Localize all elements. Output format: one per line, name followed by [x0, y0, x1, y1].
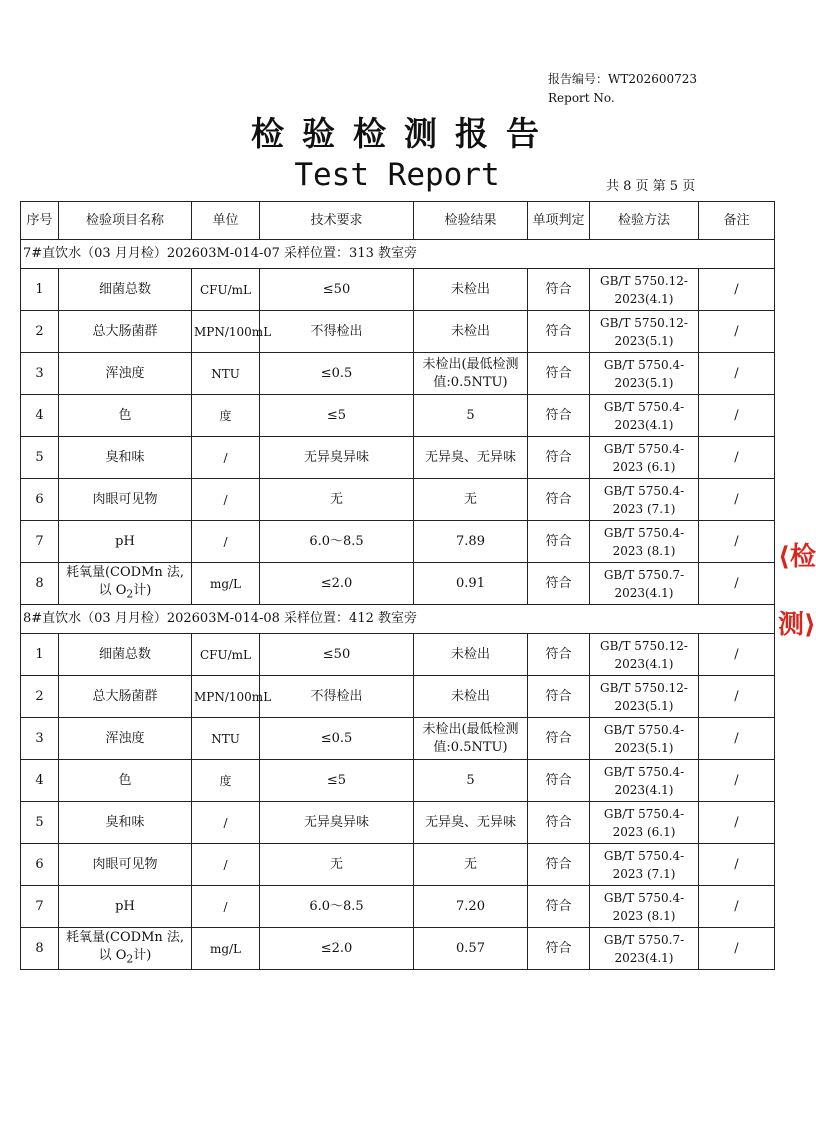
unit: /	[192, 437, 260, 479]
item-name-line2-end: 计)	[133, 947, 152, 963]
test-method-line2: 2023 (8.1)	[612, 908, 676, 923]
test-method	[590, 844, 699, 886]
remark: /	[699, 353, 775, 395]
subscript: 2	[126, 952, 134, 966]
col-header: 检验结果	[414, 202, 528, 240]
test-method	[590, 269, 699, 311]
col-header: 备注	[699, 202, 775, 240]
judgement: 符合	[528, 844, 590, 886]
table-row	[21, 437, 775, 479]
row-number: 5	[21, 437, 59, 479]
item-name	[59, 563, 192, 605]
remark: /	[699, 563, 775, 605]
test-result: 无	[414, 844, 528, 886]
item-name-line1: 耗氧量(CODMn 法,	[65, 929, 185, 945]
test-method	[590, 928, 699, 970]
test-method-line2: 2023(5.1)	[614, 333, 674, 348]
test-method-line1: GB/T 5750.4-	[603, 848, 685, 863]
report-title-en: Test Report	[294, 157, 500, 193]
row-number: 4	[21, 760, 59, 802]
sample-group-row	[21, 240, 775, 269]
unit: 度	[192, 395, 260, 437]
test-result: 5	[414, 395, 528, 437]
test-method	[590, 479, 699, 521]
test-method	[590, 760, 699, 802]
test-method-line2: 2023(5.1)	[614, 375, 674, 390]
unit: MPN/100mL	[192, 311, 260, 353]
test-method-line1: GB/T 5750.4-	[603, 441, 685, 456]
test-method-line1: GB/T 5750.4-	[603, 525, 685, 540]
test-method-line2: 2023 (6.1)	[612, 824, 676, 839]
row-number: 1	[21, 634, 59, 676]
table-row	[21, 676, 775, 718]
test-method-line1: GB/T 5750.4-	[603, 890, 685, 905]
test-method-line2: 2023(4.1)	[614, 950, 674, 965]
judgement: 符合	[528, 718, 590, 760]
table-row	[21, 760, 775, 802]
item-name: 臭和味	[59, 802, 192, 844]
test-method	[590, 521, 699, 563]
item-name: 肉眼可见物	[59, 844, 192, 886]
table-row	[21, 928, 775, 970]
col-header: 序号	[21, 202, 59, 240]
sample-group-title: 8#直饮水（03 月月检）202603M-014-08 采样位置：412 教室旁	[21, 605, 775, 634]
table-row	[21, 311, 775, 353]
test-result: 0.57	[414, 928, 528, 970]
row-number: 8	[21, 928, 59, 970]
judgement: 符合	[528, 479, 590, 521]
table-row	[21, 634, 775, 676]
technical-requirement: 无	[260, 844, 414, 886]
judgement: 符合	[528, 676, 590, 718]
remark: /	[699, 269, 775, 311]
col-header: 检验方法	[590, 202, 699, 240]
results-table	[20, 201, 775, 970]
table-row	[21, 269, 775, 311]
judgement: 符合	[528, 353, 590, 395]
test-method-line1: GB/T 5750.4-	[603, 722, 685, 737]
test-method-line2: 2023(5.1)	[614, 740, 674, 755]
unit: NTU	[192, 353, 260, 395]
item-name: 臭和味	[59, 437, 192, 479]
item-name: pH	[59, 521, 192, 563]
remark: /	[699, 718, 775, 760]
row-number: 3	[21, 718, 59, 760]
technical-requirement: 6.0～8.5	[260, 521, 414, 563]
table-row	[21, 563, 775, 605]
unit: 度	[192, 760, 260, 802]
table-row	[21, 353, 775, 395]
item-name: 细菌总数	[59, 634, 192, 676]
item-name: 色	[59, 395, 192, 437]
test-result: 无异臭、无异味	[414, 802, 528, 844]
item-name: pH	[59, 886, 192, 928]
test-method-line2: 2023 (7.1)	[612, 501, 676, 516]
remark: /	[699, 521, 775, 563]
test-method-line1: GB/T 5750.4-	[603, 357, 685, 372]
judgement: 符合	[528, 521, 590, 563]
test-method	[590, 718, 699, 760]
test-result: 7.20	[414, 886, 528, 928]
test-method-line1: GB/T 5750.4-	[603, 399, 685, 414]
test-method	[590, 563, 699, 605]
test-method-line1: GB/T 5750.12-	[600, 680, 688, 695]
test-method-line2: 2023(4.1)	[614, 585, 674, 600]
test-method-line1: GB/T 5750.4-	[603, 483, 685, 498]
row-number: 3	[21, 353, 59, 395]
technical-requirement: ≤50	[260, 269, 414, 311]
unit: NTU	[192, 718, 260, 760]
remark: /	[699, 928, 775, 970]
remark: /	[699, 844, 775, 886]
test-method	[590, 311, 699, 353]
test-method	[590, 676, 699, 718]
col-header: 单项判定	[528, 202, 590, 240]
test-result: 未检出(最低检测值:0.5NTU)	[414, 353, 528, 395]
remark: /	[699, 634, 775, 676]
report-number-value: WT202600723	[608, 72, 698, 86]
test-method-line2: 2023 (8.1)	[612, 543, 676, 558]
remark: /	[699, 437, 775, 479]
row-number: 7	[21, 886, 59, 928]
row-number: 5	[21, 802, 59, 844]
test-result: 5	[414, 760, 528, 802]
technical-requirement: 6.0～8.5	[260, 886, 414, 928]
report-number-en-label: Report No.	[548, 91, 615, 105]
table-row	[21, 802, 775, 844]
test-method-line2: 2023(4.1)	[614, 417, 674, 432]
technical-requirement: ≤0.5	[260, 718, 414, 760]
row-number: 4	[21, 395, 59, 437]
item-name: 细菌总数	[59, 269, 192, 311]
col-header: 检验项目名称	[59, 202, 192, 240]
table-row	[21, 886, 775, 928]
row-number: 6	[21, 844, 59, 886]
row-number: 2	[21, 676, 59, 718]
item-name	[59, 928, 192, 970]
judgement: 符合	[528, 634, 590, 676]
judgement: 符合	[528, 395, 590, 437]
judgement: 符合	[528, 311, 590, 353]
unit: CFU/mL	[192, 269, 260, 311]
page-indicator: 共 8 页 第 5 页	[606, 179, 696, 194]
unit: mg/L	[192, 928, 260, 970]
remark: /	[699, 395, 775, 437]
test-result: 未检出	[414, 634, 528, 676]
test-result: 无	[414, 479, 528, 521]
remark: /	[699, 760, 775, 802]
item-name: 浑浊度	[59, 353, 192, 395]
col-header: 技术要求	[260, 202, 414, 240]
item-name: 浑浊度	[59, 718, 192, 760]
item-name: 色	[59, 760, 192, 802]
technical-requirement: 无异臭异味	[260, 437, 414, 479]
technical-requirement: 不得检出	[260, 311, 414, 353]
technical-requirement: ≤0.5	[260, 353, 414, 395]
test-method	[590, 353, 699, 395]
unit: mg/L	[192, 563, 260, 605]
report-number	[548, 70, 697, 108]
test-method-line2: 2023(5.1)	[614, 698, 674, 713]
item-name: 肉眼可见物	[59, 479, 192, 521]
seal-stamp-fragment: ⟨检 测⟩	[778, 542, 816, 640]
technical-requirement: ≤50	[260, 634, 414, 676]
remark: /	[699, 886, 775, 928]
col-header: 单位	[192, 202, 260, 240]
test-method	[590, 886, 699, 928]
table-header-row	[21, 202, 775, 240]
table-row	[21, 479, 775, 521]
sample-group-row	[21, 605, 775, 634]
item-name-line2: 以 O	[98, 582, 127, 598]
judgement: 符合	[528, 437, 590, 479]
test-result: 未检出	[414, 269, 528, 311]
test-method-line2: 2023(4.1)	[614, 291, 674, 306]
row-number: 1	[21, 269, 59, 311]
report-number-label: 报告编号：	[548, 72, 609, 86]
technical-requirement: ≤5	[260, 760, 414, 802]
technical-requirement: ≤2.0	[260, 563, 414, 605]
sample-group-title: 7#直饮水（03 月月检）202603M-014-07 采样位置：313 教室旁	[21, 240, 775, 269]
remark: /	[699, 311, 775, 353]
technical-requirement: ≤2.0	[260, 928, 414, 970]
test-method-line1: GB/T 5750.7-	[603, 932, 685, 947]
subscript: 2	[126, 587, 134, 601]
item-name: 总大肠菌群	[59, 311, 192, 353]
test-method	[590, 395, 699, 437]
test-method	[590, 437, 699, 479]
row-number: 6	[21, 479, 59, 521]
judgement: 符合	[528, 760, 590, 802]
table-row	[21, 395, 775, 437]
remark: /	[699, 802, 775, 844]
test-method-line2: 2023(4.1)	[614, 656, 674, 671]
test-result: 7.89	[414, 521, 528, 563]
test-result: 0.91	[414, 563, 528, 605]
table-row	[21, 718, 775, 760]
unit: /	[192, 886, 260, 928]
unit: CFU/mL	[192, 634, 260, 676]
test-method-line1: GB/T 5750.12-	[600, 638, 688, 653]
test-method-line1: GB/T 5750.7-	[603, 567, 685, 582]
item-name: 总大肠菌群	[59, 676, 192, 718]
technical-requirement: 不得检出	[260, 676, 414, 718]
table-row	[21, 521, 775, 563]
table-row	[21, 844, 775, 886]
report-title-cn: 检验检测报告	[251, 114, 557, 153]
judgement: 符合	[528, 802, 590, 844]
row-number: 2	[21, 311, 59, 353]
remark: /	[699, 479, 775, 521]
test-result: 未检出	[414, 676, 528, 718]
test-method	[590, 802, 699, 844]
judgement: 符合	[528, 886, 590, 928]
test-result: 未检出	[414, 311, 528, 353]
technical-requirement: ≤5	[260, 395, 414, 437]
test-method	[590, 634, 699, 676]
test-method-line2: 2023 (7.1)	[612, 866, 676, 881]
row-number: 7	[21, 521, 59, 563]
technical-requirement: 无	[260, 479, 414, 521]
judgement: 符合	[528, 563, 590, 605]
test-method-line1: GB/T 5750.4-	[603, 806, 685, 821]
judgement: 符合	[528, 269, 590, 311]
item-name-line1: 耗氧量(CODMn 法,	[65, 564, 185, 580]
unit: /	[192, 479, 260, 521]
row-number: 8	[21, 563, 59, 605]
test-method-line2: 2023(4.1)	[614, 782, 674, 797]
unit: /	[192, 521, 260, 563]
item-name-line2-end: 计)	[133, 582, 152, 598]
test-method-line2: 2023 (6.1)	[612, 459, 676, 474]
test-result: 无异臭、无异味	[414, 437, 528, 479]
report-number-line	[548, 72, 697, 86]
technical-requirement: 无异臭异味	[260, 802, 414, 844]
unit: /	[192, 844, 260, 886]
test-method-line1: GB/T 5750.4-	[603, 764, 685, 779]
test-result: 未检出(最低检测值:0.5NTU)	[414, 718, 528, 760]
test-method-line1: GB/T 5750.12-	[600, 273, 688, 288]
judgement: 符合	[528, 928, 590, 970]
unit: /	[192, 802, 260, 844]
unit: MPN/100mL	[192, 676, 260, 718]
item-name-line2: 以 O	[98, 947, 127, 963]
remark: /	[699, 676, 775, 718]
test-method-line1: GB/T 5750.12-	[600, 315, 688, 330]
